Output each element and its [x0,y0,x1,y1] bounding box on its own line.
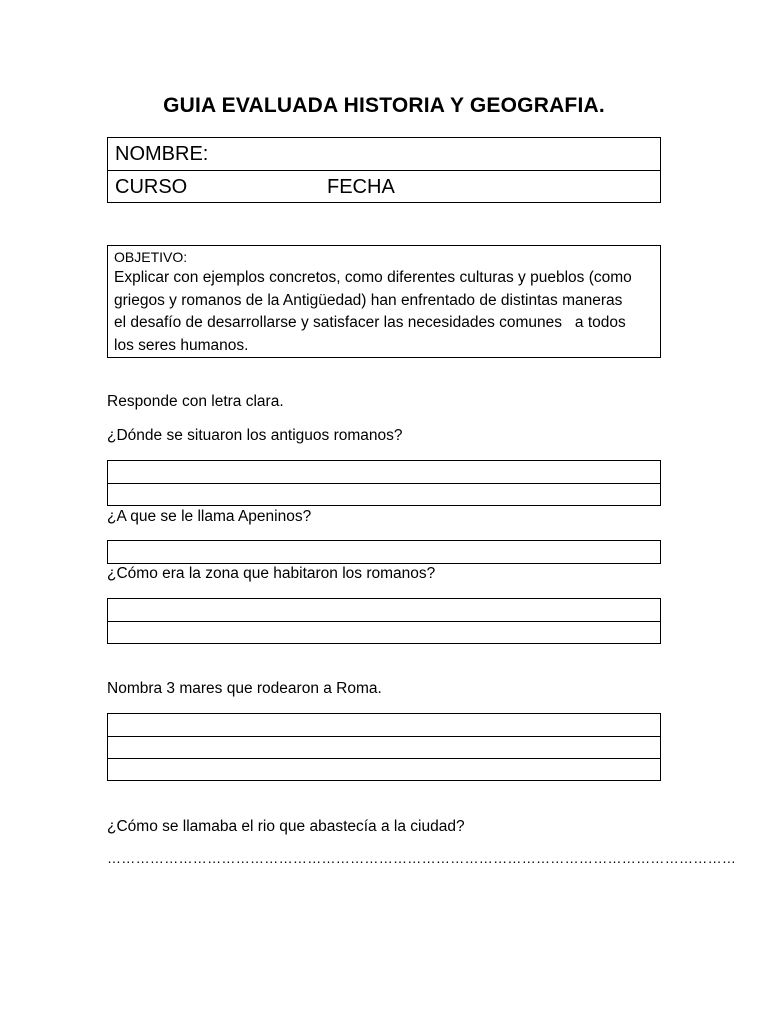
answer-line[interactable] [108,621,660,643]
name-label: NOMBRE: [115,143,209,165]
objective-line: el desafío de desarrollarse y satisfacer las necesidades comunes a todos [114,314,626,331]
question-1: ¿Dónde se situaron los antiguos romanos? [107,427,403,444]
page-title: GUIA EVALUADA HISTORIA Y GEOGRAFIA. [163,94,605,117]
answer-line[interactable] [108,599,660,621]
objective-line: griegos y romanos de la Antigüedad) han enfrentado de distintas maneras [114,291,623,309]
name-row [108,138,660,170]
answer-box-4 [107,713,661,781]
answer-line[interactable] [108,714,660,736]
instruction-text: Responde con letra clara. [107,393,284,410]
answer-line[interactable] [108,736,660,758]
answer-line[interactable] [108,483,660,505]
answer-line[interactable] [108,461,660,483]
objective-line: los seres humanos. [114,336,249,354]
answer-box-3 [107,598,661,644]
answer-line[interactable] [108,758,660,780]
question-5: ¿Cómo se llamaba el rio que abastecía a la ciudad? [107,818,465,835]
answer-box-2 [107,540,661,564]
question-2: ¿A que se le llama Apeninos? [107,508,312,525]
course-label: CURSO [115,176,188,198]
course-date-row [108,170,660,202]
objective-heading: OBJETIVO: [114,249,188,265]
student-info-table [107,137,661,203]
objective-box [107,245,661,358]
objective-line: Explicar con ejemplos concretos, como diferentes culturas y pueblos (como [114,269,632,286]
dotted-answer-line[interactable]: …………………………………………………………………………………………………………………… [107,850,737,866]
date-label: FECHA [327,176,395,198]
answer-line[interactable] [108,541,660,563]
question-3: ¿Cómo era la zona que habitaron los romanos? [107,565,436,582]
answer-box-1 [107,460,661,506]
question-4: Nombra 3 mares que rodearon a Roma. [107,680,382,697]
